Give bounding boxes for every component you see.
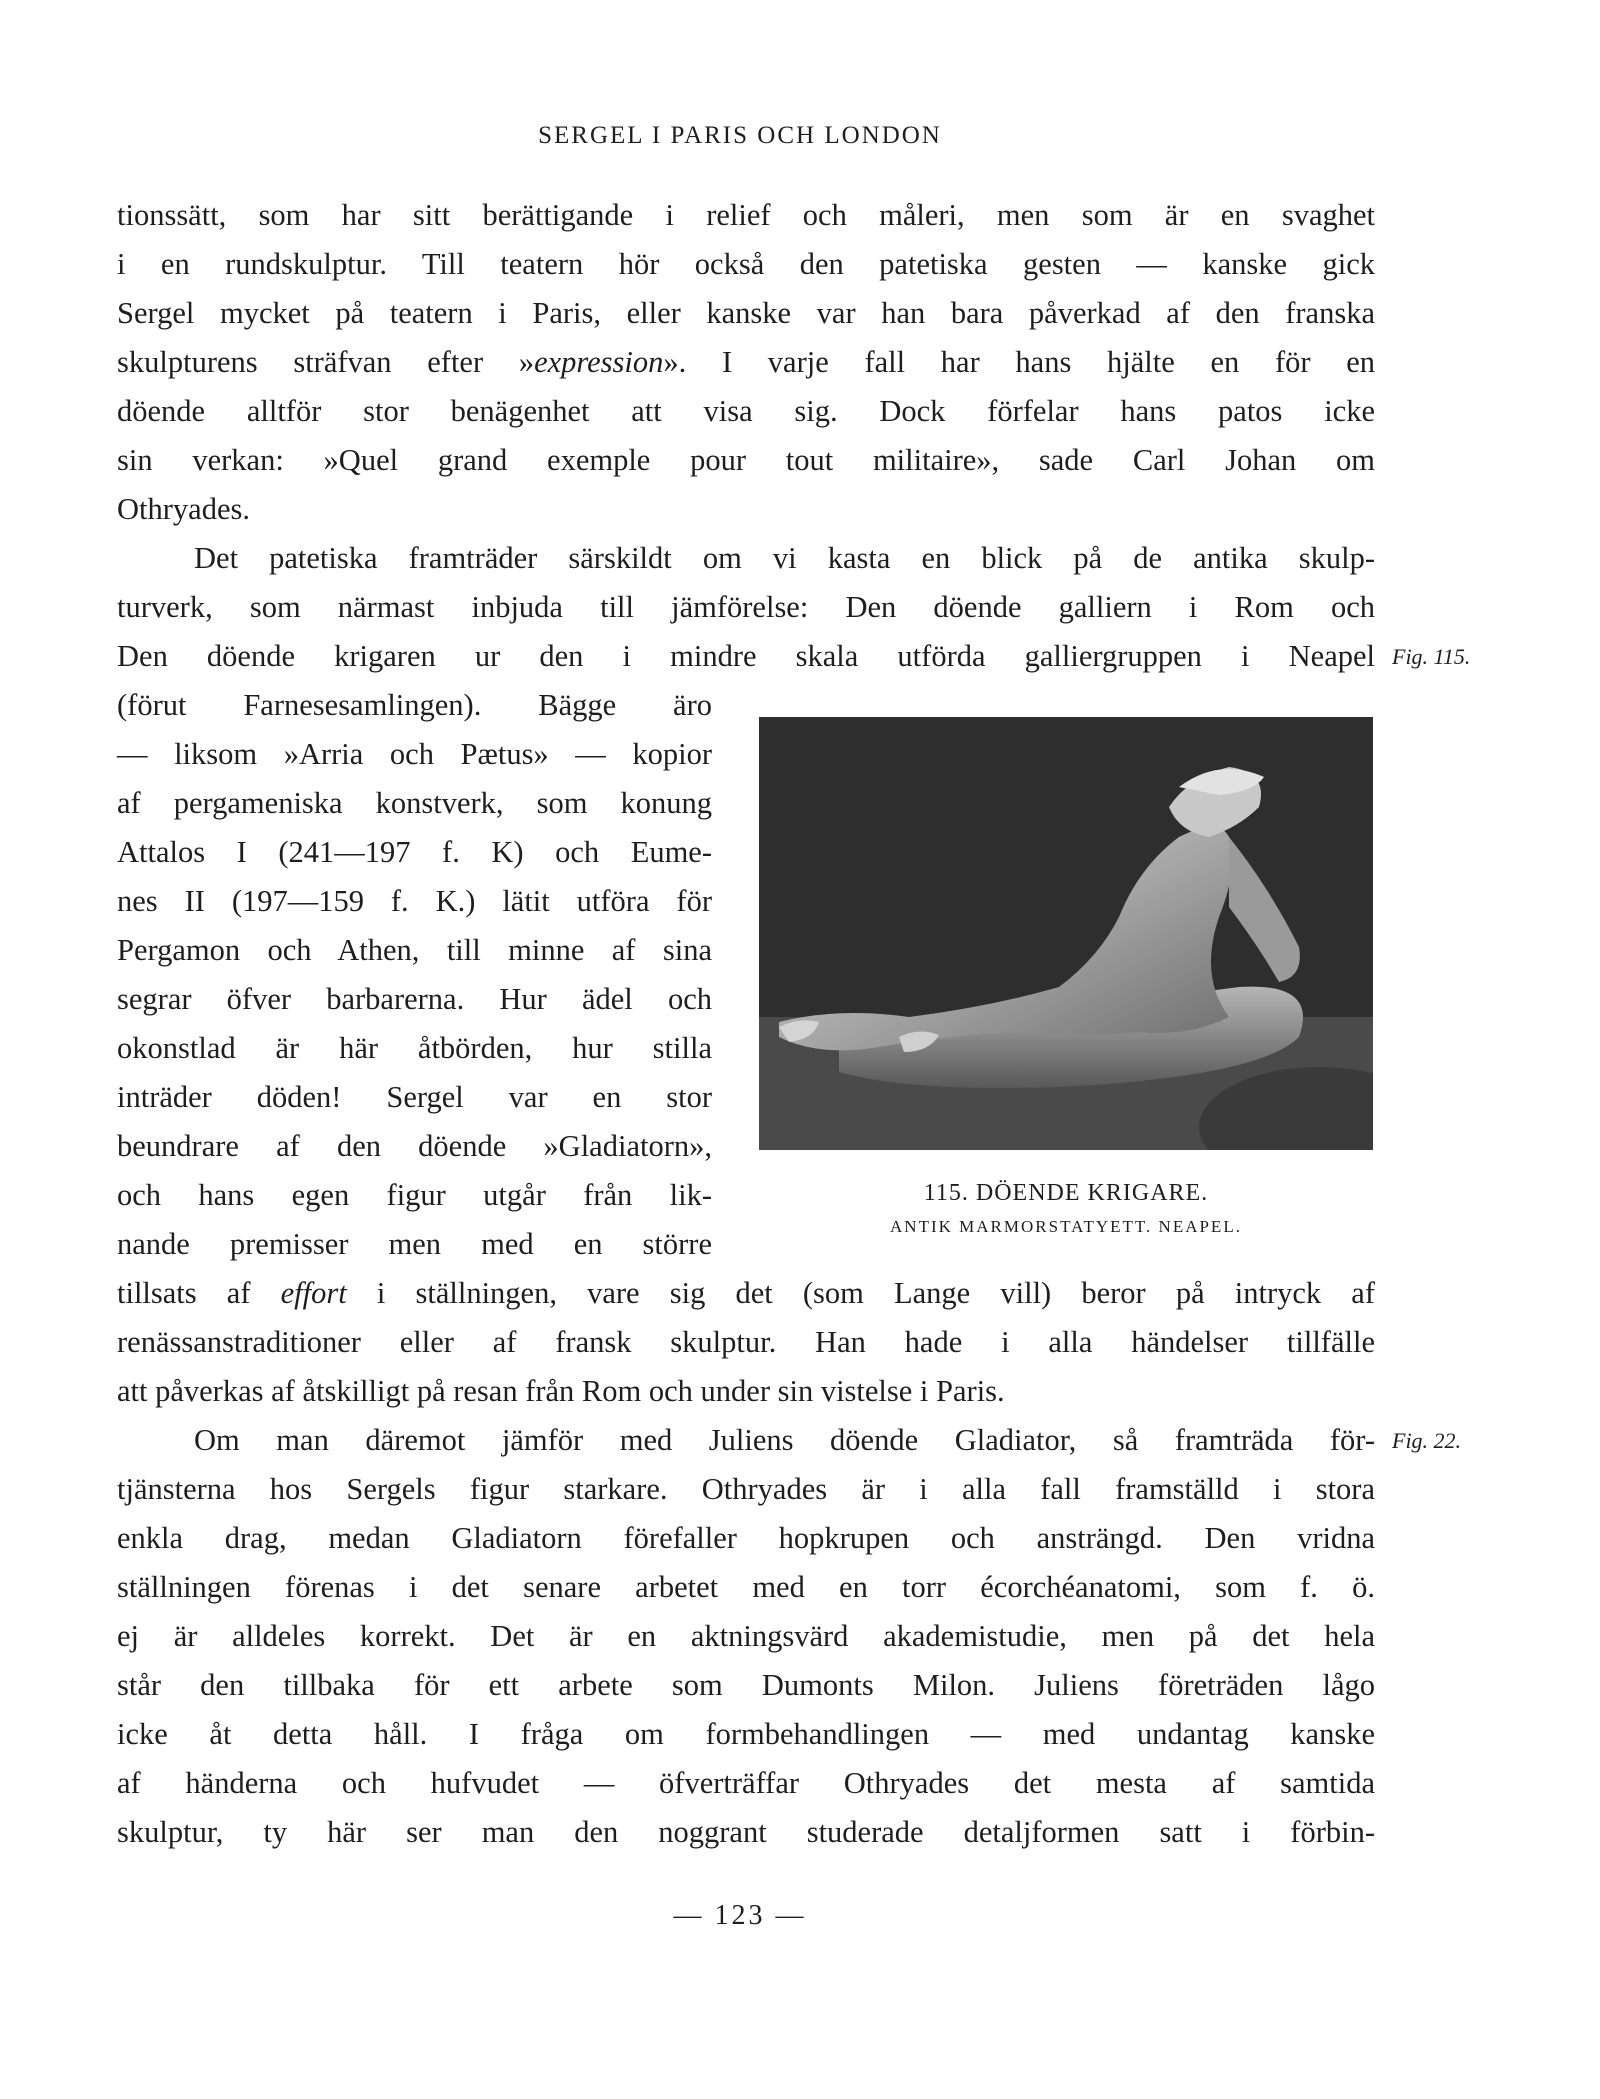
page-number: — 123 — (673, 1900, 807, 1931)
italic-term: effort (280, 1276, 347, 1310)
text-segment: i ställningen, vare sig det (som Lange vill) beror på intryck af (346, 1276, 1375, 1310)
text-line: Pergamon och Athen, till minne af sina (117, 933, 712, 967)
text-line: står den tillbaka för ett arbete som Dumonts Milon. Juliens företräden lågo (117, 1668, 1375, 1702)
text-line: segrar öfver barbarerna. Hur ädel och (117, 982, 712, 1016)
text-line: — liksom »Arria och Pætus» — kopior (117, 737, 712, 771)
text-segment: ». I varje fall har hans hjälte en för en (663, 345, 1375, 379)
italic-term: expression (534, 345, 664, 379)
margin-figure-ref: Fig. 22. (1392, 1428, 1462, 1453)
figure-subcaption: ANTIK MARMORSTATYETT. NEAPEL. (890, 1217, 1242, 1236)
text-line: (förut Farnesesamlingen). Bägge äro (117, 688, 712, 722)
text-line: att påverkas af åtskilligt på resan från Rom och under sin vistelse i Paris. (117, 1374, 1005, 1408)
text-line: Den döende krigaren ur den i mindre skala utförda galliergruppen i Neapel (117, 639, 1375, 673)
text-line: nande premisser men med en större (117, 1227, 712, 1261)
text-line: beundrare af den döende »Gladiatorn», (117, 1129, 712, 1163)
text-line: Det patetiska framträder särskildt om vi kasta en blick på de antika skulp- (194, 541, 1375, 575)
statue-photograph (759, 717, 1373, 1150)
text-line: döende alltför stor benägenhet att visa sig. Dock förfelar hans patos icke (117, 394, 1375, 428)
text-line: tjänsterna hos Sergels figur starkare. Othryades är i alla fall framställd i stora (117, 1472, 1375, 1506)
text-segment: tillsats af (117, 1276, 281, 1310)
text-line: ej är alldeles korrekt. Det är en aktningsvärd akademistudie, men på det hela (117, 1619, 1375, 1653)
text-line: Sergel mycket på teatern i Paris, eller kanske var han bara påverkad af den franska (117, 296, 1375, 330)
text-line: icke åt detta håll. I fråga om formbehandlingen — med undantag kanske (117, 1717, 1375, 1751)
figure-caption: 115. DÖENDE KRIGARE. (923, 1180, 1209, 1206)
running-head: SERGEL I PARIS OCH LONDON (538, 122, 942, 149)
text-line: af händerna och hufvudet — öfverträffar Othryades det mesta af samtida (117, 1766, 1375, 1800)
text-line: nes II (197—159 f. K.) lätit utföra för (117, 884, 712, 918)
text-line: enkla drag, medan Gladiatorn förefaller hopkrupen och ansträngd. Den vridna (117, 1521, 1375, 1555)
text-line: ställningen förenas i det senare arbetet med en torr écorchéanatomi, som f. ö. (117, 1570, 1375, 1604)
text-line: turverk, som närmast inbjuda till jämförelse: Den döende galliern i Rom och (117, 590, 1375, 624)
text-segment: skulpturens sträfvan efter » (117, 345, 535, 379)
text-line (117, 342, 1375, 382)
text-line: och hans egen figur utgår från lik- (117, 1178, 712, 1212)
text-line: skulptur, ty här ser man den noggrant studerade detaljformen satt i förbin- (117, 1815, 1375, 1849)
text-line: Attalos I (241—197 f. K) och Eume- (117, 835, 712, 869)
margin-figure-ref: Fig. 115. (1392, 644, 1471, 669)
text-line: i en rundskulptur. Till teatern hör också den patetiska gesten — kanske gick (117, 247, 1375, 281)
text-line: inträder döden! Sergel var en stor (117, 1080, 712, 1114)
text-line: Othryades. (117, 492, 250, 526)
text-line: renässanstraditioner eller af fransk skulptur. Han hade i alla händelser tillfälle (117, 1325, 1375, 1359)
text-line: tionssätt, som har sitt berättigande i relief och måleri, men som är en svaghet (117, 198, 1375, 232)
dying-warrior-sculpture-image (759, 717, 1373, 1150)
text-line: Om man däremot jämför med Juliens döende Gladiator, så framträda för- (194, 1423, 1375, 1457)
text-line: okonstlad är här åtbörden, hur stilla (117, 1031, 712, 1065)
text-line: sin verkan: »Quel grand exemple pour tout militaire», sade Carl Johan om (117, 443, 1375, 477)
text-line (117, 1273, 1375, 1313)
text-line: af pergameniska konstverk, som konung (117, 786, 712, 820)
